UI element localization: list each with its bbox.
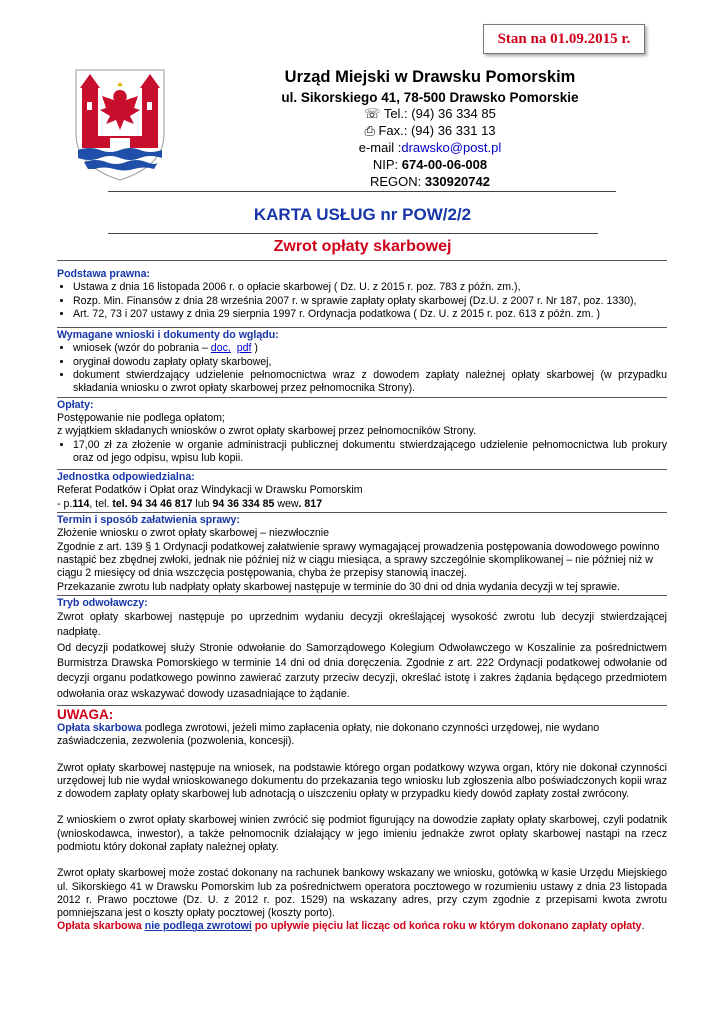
document-content <box>57 268 667 935</box>
office-address: ul. Sikorskiego 41, 78-500 Drawsko Pomorskie <box>281 90 579 105</box>
extension-dot: . <box>298 497 305 510</box>
email-label: e-mail : <box>358 140 402 155</box>
office-name: Urząd Miejski w Drawsku Pomorskim <box>284 68 576 86</box>
document-title: Zwrot opłaty skarbowej <box>273 238 452 255</box>
room-prefix: - p. <box>57 497 73 510</box>
fees-title: Opłaty: <box>57 398 94 411</box>
regon-value: 330920742 <box>424 174 490 189</box>
note-p1-lead: Opłata skarbowa <box>57 721 142 734</box>
office-header <box>195 66 665 190</box>
phone-separator: lub <box>192 497 213 510</box>
extension-number: 817 <box>304 497 323 510</box>
legal-basis-list <box>57 281 667 321</box>
phone-number-1: tel. 94 34 46 817 <box>112 497 193 510</box>
deadline-text: Złożenie wniosku o zwrot opłaty skarbowej – niezwłocznie Zgodnie z art. 139 § 1 Ordynacji podatkowej załatwienie sprawy wymagającej prowadzenia postępowania dowodowego powinno nastąpić bez zbędnej zwłoki, jednak nie później niż w ciągu miesiąca, a sprawy szczególnie skomplikowanej – nie później niż w ciągu 2 miesięcy od dnia wszczęcia postępowania, chyba że przepisy stanowią inaczej. Przekazanie zwrotu lub nadpłaty opłaty skarbowej następuje w terminie do 30 dni od dnia wydania decyzji w tej sprawie. <box>57 527 660 593</box>
list-item: • dokument stwierdzający udzielenie pełnomocnictwa wraz z dowodem zapłaty należnej opłaty skarbowej (w przypadku składania wniosku o zwrot opłaty skarbowej przez pełnomocnika Strony). <box>73 369 667 396</box>
phone-text: Tel.: (94) 36 334 85 <box>383 106 496 121</box>
section-fees <box>57 397 667 465</box>
phone-icon: ☏ <box>364 106 381 121</box>
fees-list <box>57 439 667 466</box>
fees-line-1: Postępowanie nie podlega opłatom; <box>57 411 225 424</box>
note-p1-rest: podlega zwrotowi, jeżeli mimo zapłacenia opłaty, nie dokonano czynności urzędowej, nie wydano zaświadczenia, zezwolenia (pozwolenia, koncesji). <box>57 721 600 748</box>
required-documents-title: Wymagane wnioski i dokumenty do wglądu: <box>57 329 279 342</box>
note-title: UWAGA: <box>57 706 114 722</box>
wniosek-text: wniosek (wzór do pobrania – <box>73 342 211 355</box>
list-item: • Art. 72, 73 i 207 ustawy z dnia 29 sierpnia 1997 r. Ordynacja podatkowa ( Dz. U. z 2015 r. poz. 613 z późn. zm. ) <box>73 308 667 321</box>
appeal-paragraph-2: Od decyzji podatkowej służy Stronie odwołanie do Samorządowego Kolegium Odwoławczego w Koszalinie za pośrednictwem Burmistrza Drawska Pomorskiego w terminie 14 dni od dnia doręczenia. Zgodnie z art. 222 Ordynacji podatkowej odwołanie od decyzji organu podatkowego powinno zawierać zarzuty przeciw decyzji, określać istotę i zakres żądania będącego przedmiotem odwołania oraz wskazywać dowody uzasadniające to żądanie. <box>57 641 667 700</box>
section-deadline <box>57 512 667 594</box>
wniosek-suffix: ) <box>251 342 258 355</box>
header-divider <box>108 191 616 192</box>
card-title: KARTA USŁUG nr POW/2/2 <box>253 205 472 224</box>
email-link[interactable]: drawsko@post.pl <box>401 140 502 155</box>
note-paragraph-2: Zwrot opłaty skarbowej następuje na wniosek, na podstawie którego organ podatkowy wzywa organ, który nie dokonał czynności urzędowej lub nie wydał wnioskowanego dokumentu do przekazania tego wniosku lub zgłoszenia albo poświadczonych kopii wraz z dowodem zapłaty opłaty skarbowej lub adnotacją o uiszczeniu opłaty w przypadku kiedy dowód zapłaty został zwrócony. <box>57 761 667 801</box>
note-paragraph-3: Z wnioskiem o zwrot opłaty skarbowej winien zwrócić się podmiot figurujący na dowodzie zapłaty opłaty skarbowej, czyli podatnik (wnioskodawca, inwestor), a także pełnomocnik działający w jego imieniu jednakże zwrot opłaty skarbowej nastąpi na rzecz podmiotu który dokonał zapłaty należnej opłaty. <box>57 814 667 853</box>
section-required-documents <box>57 327 667 395</box>
list-item: • oryginał dowodu zapłaty opłaty skarbowej, <box>73 356 667 369</box>
list-item: • 17,00 zł za złożenie w organie administracji publicznej dokumentu stwierdzającego udzielenie pełnomocnictwa lub prokury oraz od jego odpisu, wpisu lub kopii. <box>73 439 667 466</box>
deadline-title: Termin i sposób załatwienia sprawy: <box>57 514 240 527</box>
office-regon <box>195 174 665 190</box>
nip-value: 674-00-06-008 <box>401 157 488 172</box>
responsible-unit-title: Jednostka odpowiedzialna: <box>57 471 195 484</box>
appeal-title: Tryb odwoławczy: <box>57 596 148 609</box>
nip-label: NIP: <box>372 157 402 172</box>
legal-basis-title: Podstawa prawna: <box>57 268 151 280</box>
appeal-paragraph-1: Zwrot opłaty skarbowej następuje po uprzednim wydaniu decyzji określającej wysokość zwrotu lub decyzji stwierdzającej nadpłatę. <box>57 611 667 639</box>
doc-download-link[interactable]: doc, <box>210 342 231 355</box>
status-date-stamp: Stan na 01.09.2015 r. <box>483 24 645 54</box>
office-nip <box>195 157 665 173</box>
office-email <box>195 140 665 156</box>
extension-label: wew <box>274 497 299 510</box>
section-appeal <box>57 595 667 702</box>
section-note <box>57 705 667 934</box>
required-documents-list <box>57 342 667 395</box>
note-p5-dot: . <box>641 920 645 933</box>
fax-text: Fax.: (94) 36 331 13 <box>378 123 496 138</box>
note-paragraph-5 <box>57 920 667 933</box>
note-p5-lead: Opłata skarbowa <box>57 920 142 933</box>
fees-line-2: z wyjątkiem składanych wniosków o zwrot opłaty skarbowej przez pełnomocników Strony. <box>57 425 477 438</box>
list-item: • Ustawa z dnia 16 listopada 2006 r. o opłacie skarbowej ( Dz. U. z 2015 r. poz. 783 z późn. zm.), <box>73 281 667 294</box>
note-paragraph-1 <box>57 722 667 749</box>
title-divider <box>57 260 667 261</box>
list-item <box>73 342 667 355</box>
section-responsible-unit <box>57 469 667 511</box>
fax-icon: ⎙ <box>364 123 375 138</box>
note-p5-emphasis: nie podlega zwrotowi <box>144 920 252 933</box>
section-legal-basis <box>57 268 667 321</box>
office-fax <box>195 123 665 139</box>
unit-contact <box>57 498 667 511</box>
phone-number-2: 94 36 334 85 <box>212 497 275 510</box>
note-paragraph-4: Zwrot opłaty skarbowej może zostać dokonany na rachunek bankowy wskazany we wniosku, gotówką w kasie Urzędu Miejskiego ul. Sikorskiego 41 w Drawsku Pomorskim lub za pośrednictwem operatora pocztowego w rozumieniu ustawy z dnia 23 listopada 2012 r. Prawo pocztowe (Dz. U. z 2012 r. poz. 1529) na wskazany adres, przy czym zgodnie z przepisami kwota zwrotu pomniejszana jest o koszty opłaty pocztowej (koszty porto). <box>57 867 667 920</box>
coat-of-arms-logo <box>70 66 170 184</box>
list-item: • Rozp. Min. Finansów z dnia 28 września 2007 r. w sprawie zapłaty opłaty skarbowej (Dz.U. z 2007 r. Nr 187, poz. 1330), <box>73 295 667 308</box>
office-phone <box>195 106 665 122</box>
unit-name: Referat Podatków i Opłat oraz Windykacji w Drawsku Pomorskim <box>57 484 363 497</box>
regon-label: REGON: <box>370 174 425 189</box>
pdf-download-link[interactable]: pdf <box>236 342 252 355</box>
tel-prefix: , tel. <box>89 497 113 510</box>
note-p5-rest: po upływie pięciu lat licząc od końca roku w którym dokonano zapłaty opłaty <box>251 920 642 933</box>
card-title-divider <box>108 233 598 234</box>
room-number: 114 <box>72 497 90 510</box>
